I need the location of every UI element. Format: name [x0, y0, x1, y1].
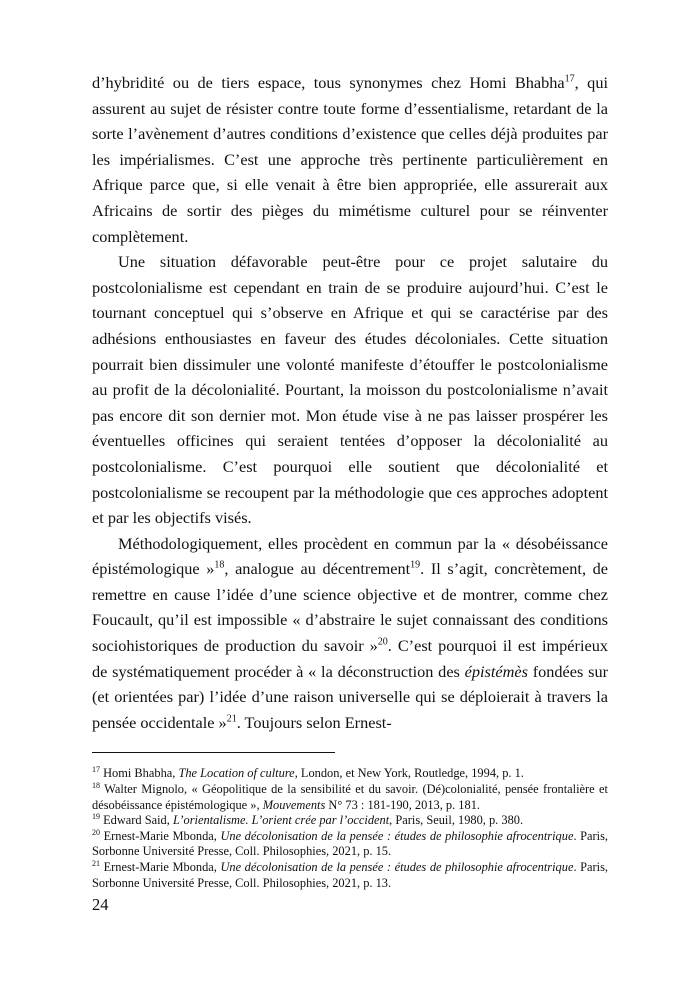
text-run: . C’est pourquoi il est impérieux de systématiquement procéder à « la déconstruction des — [92, 636, 608, 681]
text-run: , Paris, Seuil, 1980, p. 380. — [389, 813, 524, 828]
footnote-reference: 18 — [214, 559, 225, 571]
italic-text: Une décolonisation de la pensée : études de philosophie afrocentrique — [220, 860, 574, 874]
paragraph-1 — [92, 70, 608, 249]
footnote-reference: 20 — [92, 827, 100, 837]
text-run: , analogue au décentrement — [224, 559, 411, 579]
text-run: . Paris, Sorbonne Université Presse, Coll. Philosophies, 2021, p. 15. — [92, 828, 608, 859]
text-run: . Paris, Sorbonne Université Presse, Coll. Philosophies, 2021, p. 13. — [92, 860, 608, 890]
text-run: Edward Said, — [100, 813, 173, 828]
italic-text: Mouvements — [262, 797, 326, 812]
text-run: fondées sur (et orientées par) l’idée d’une raison universelle qui se déploierait à travers la pensée occidentale » — [92, 661, 609, 732]
text-run: Homi Bhabha, — [100, 766, 179, 781]
footnote-17 — [92, 766, 608, 782]
footnote-21 — [92, 860, 608, 891]
footnote-reference: 21 — [226, 713, 237, 725]
footnote-reference: 18 — [92, 780, 100, 790]
footnote-separator — [92, 752, 335, 753]
text-run: , qui assurent au sujet de résister contre toute forme d’essentialisme, retardant de la sorte l’avènement d’autres conditions d’existence que celles déjà produites par les impérialismes. C’est une approche très pertinente particulièrement en Afrique parce que, si elle venait à être bien appropriée, elle assurerait aux Africains de sortir des pièges du mimétisme culturel pour se réinventer complètement. — [92, 73, 608, 246]
footnote-reference: 17 — [564, 73, 575, 85]
italic-text: épistémès — [464, 661, 528, 681]
text-run: , London, et New York, Routledge, 1994, p. 1. — [294, 766, 524, 781]
paragraph-2 — [92, 249, 608, 531]
text-run: N° 73 : 181-190, 2013, p. 181. — [325, 797, 480, 812]
text-run: . Il s’agit, concrètement, de remettre en cause l’idée d’une science objective et de montrer, comme chez Foucault, qu’il est impossible « d’abstraire le sujet connaissant des conditions sociohistoriques de production du savoir » — [92, 559, 608, 656]
footnote-20 — [92, 829, 608, 860]
footnote-reference: 19 — [92, 812, 100, 822]
footnotes — [92, 766, 608, 891]
footnote-19 — [92, 813, 608, 829]
body-text — [92, 70, 608, 735]
footnote-reference: 19 — [410, 559, 421, 571]
text-run: Une situation défavorable peut-être pour ce projet salutaire du postcolonialisme est cependant en train de se produire aujourd’hui. C’est le tournant conceptuel qui s’observe en Afrique et qui se caractérise par des adhésions enthousiastes en faveur des études décoloniales. Cette situation pourrait bien dissimuler une volonté manifeste d’étouffer le postcolonialisme au profit de la décolonialité. Pourtant, la moisson du postcolonialisme n’avait pas encore dit son dernier mot. Mon étude vise à ne pas laisser prospérer les éventuelles officines qui seraient tentées d’opposer la décolonialité au postcolonialisme. C’est pourquoi elle soutient que décolonialité et postcolonialisme se recoupent par la méthodologie que ces approches adoptent et par les objectifs visés. — [92, 252, 608, 528]
footnote-reference: 17 — [92, 765, 100, 775]
italic-text: Une décolonisation de la pensée : études de philosophie afrocentrique — [220, 828, 574, 843]
text-run: Ernest-Marie Mbonda, — [100, 860, 221, 874]
book-page — [92, 70, 608, 915]
text-run: . Toujours selon Ernest- — [236, 712, 392, 732]
text-run: Ernest-Marie Mbonda, — [100, 828, 221, 843]
italic-text: The Location of culture — [178, 766, 295, 781]
footnote-18 — [92, 782, 608, 813]
text-run: Walter Mignolo, « Géopolitique de la sensibilité et du savoir. (Dé)colonialité, pensée frontalière et désobéissance épistémologique », — [92, 782, 608, 812]
footnote-reference: 20 — [377, 636, 388, 648]
text-run: d’hybridité ou de tiers espace, tous synonymes chez Homi Bhabha — [92, 73, 565, 92]
page-number: 24 — [92, 895, 109, 915]
footnote-reference: 21 — [92, 858, 100, 868]
text-run: Méthodologiquement, elles procèdent en commun par la « désobéissance épistémologique » — [92, 533, 608, 579]
paragraph-3 — [92, 531, 608, 736]
italic-text: L’orientalisme. L’orient crée par l’occident — [172, 813, 390, 828]
